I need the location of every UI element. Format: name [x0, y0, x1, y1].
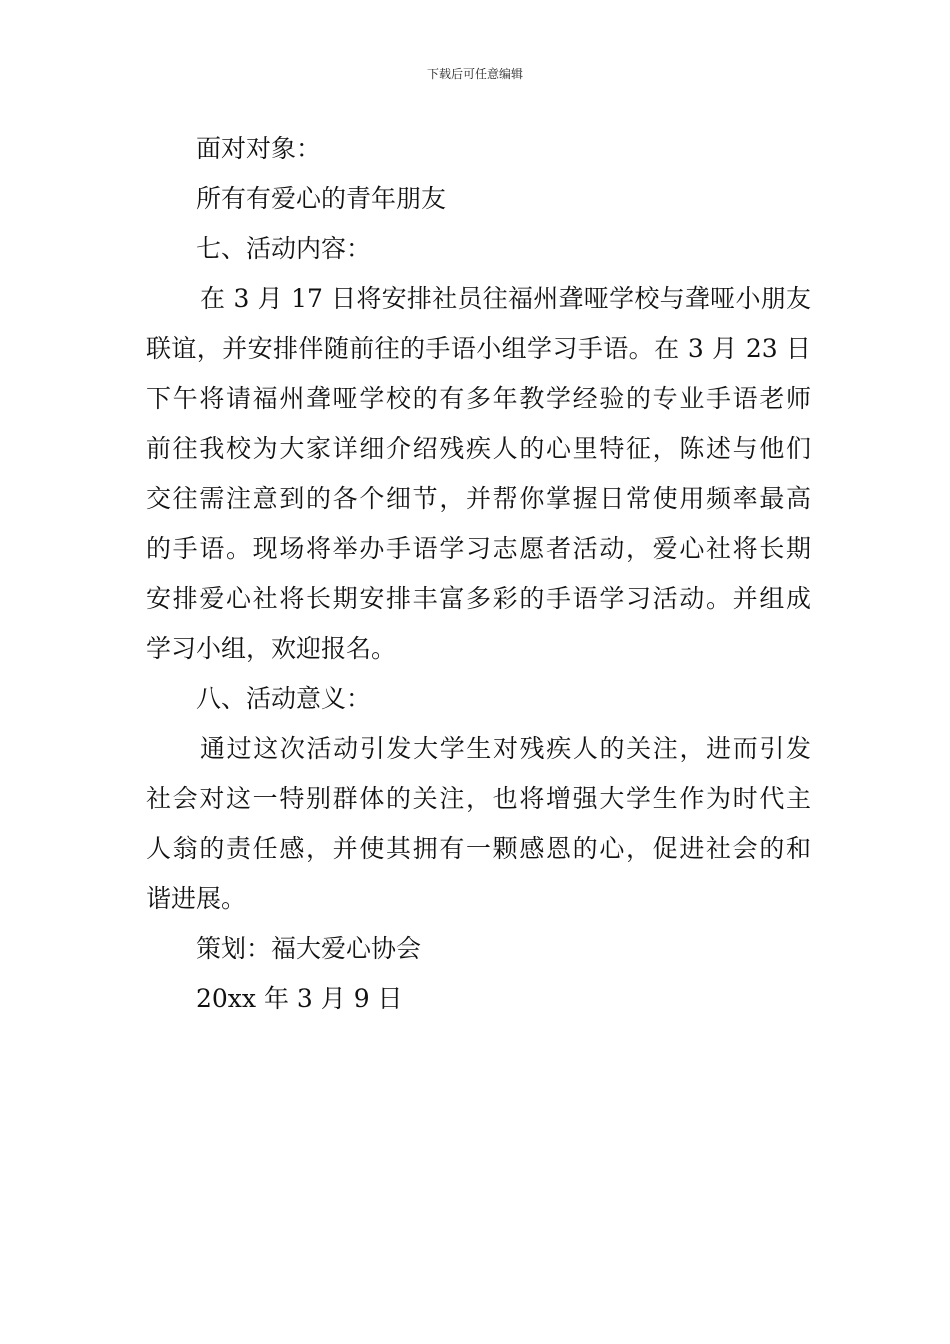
- section7-line: 联谊，并安排伴随前往的手语小组学习手语。在 3 月 23 日: [146, 334, 811, 363]
- section7-line: 在 3 月 17 日将安排社员往福州聋哑学校与聋哑小朋友: [200, 284, 811, 313]
- section7-line: 下午将请福州聋哑学校的有多年教学经验的专业手语老师: [146, 384, 811, 413]
- section7-line: 安排爱心社将长期安排丰富多彩的手语学习活动。并组成: [146, 584, 811, 613]
- section8-line: 通过这次活动引发大学生对残疾人的关注，进而引发: [200, 734, 811, 763]
- target-heading: 面对对象：: [196, 134, 322, 163]
- section7-line: 学习小组，欢迎报名。: [146, 634, 397, 663]
- section7-line: 交往需注意到的各个细节，并帮你掌握日常使用频率最高: [146, 484, 811, 513]
- page-header: 下载后可任意编辑: [426, 67, 523, 81]
- date-line: 20xx 年 3 月 9 日: [196, 984, 403, 1013]
- section8-heading: 八、活动意义：: [196, 684, 372, 713]
- section8-line: 谐进展。: [146, 884, 247, 913]
- section7-line: 前往我校为大家详细介绍残疾人的心里特征，陈述与他们: [146, 434, 811, 463]
- target-value: 所有有爱心的青年朋友: [196, 184, 447, 213]
- section7-heading: 七、活动内容：: [196, 234, 372, 263]
- section8-line: 社会对这一特别群体的关注，也将增强大学生作为时代主: [146, 784, 811, 813]
- section7-line: 的手语。现场将举办手语学习志愿者活动，爱心社将长期: [146, 534, 811, 563]
- section8-line: 人翁的责任感，并使其拥有一颗感恩的心，促进社会的和: [146, 834, 811, 863]
- planner-line: 策划：福大爱心协会: [196, 934, 422, 963]
